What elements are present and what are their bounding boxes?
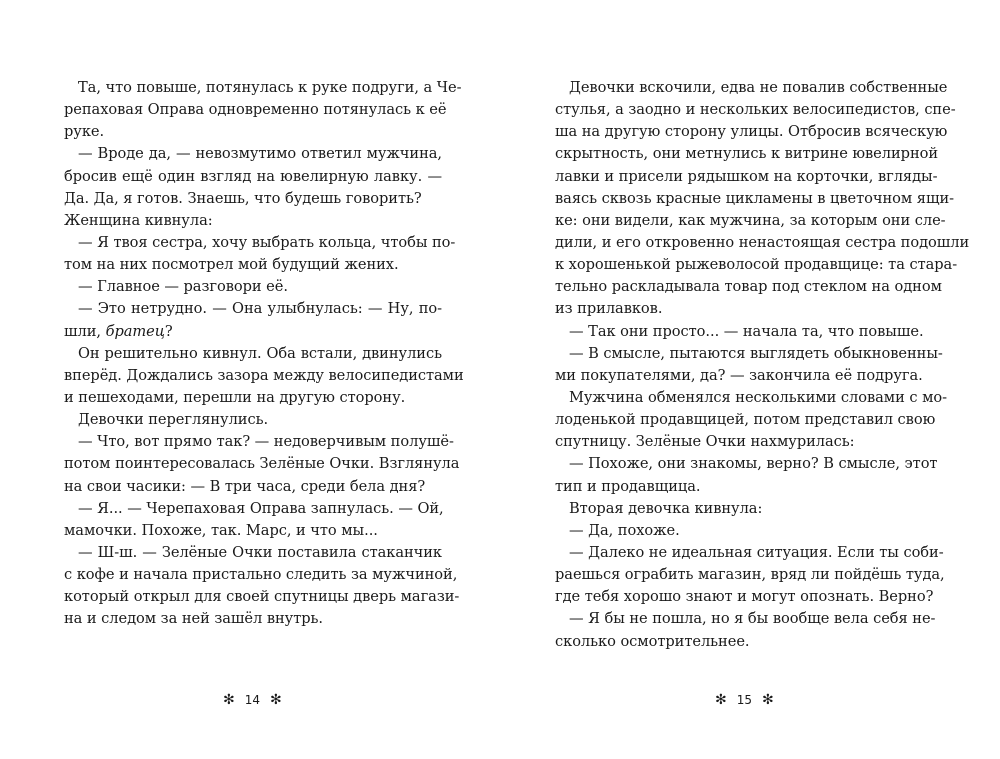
text-line <box>555 232 970 254</box>
text-line <box>64 77 462 99</box>
text-line <box>64 608 442 630</box>
text-line-content: мамочки. Похоже, так. Марс, и что мы... <box>64 521 378 539</box>
text-line-content: Женщина кивнула: <box>64 211 213 229</box>
text-line <box>555 409 936 431</box>
left-page-text <box>64 77 464 631</box>
text-line-content: спутницу. Зелёные Очки нахмурилась: <box>555 433 855 451</box>
text-line <box>555 453 938 475</box>
page-number: 15 <box>736 693 753 707</box>
text-line-content: дили, и его откровенно ненастоящая сестра подошли <box>555 233 970 251</box>
text-line <box>555 254 958 276</box>
text-line-content: вперёд. Дождались зазора между велосипедистами <box>64 366 464 384</box>
text-line-content: ваясь сквозь красные цикламены в цветочном ящи- <box>555 189 955 207</box>
text-line-content: раешься ограбить магазин, вряд ли пойдёшь туда, <box>555 566 945 584</box>
text-line-content: с кофе и начала пристально следить за мужчиной, <box>64 566 458 584</box>
text-line-content: Да. Да, я готов. Знаешь, что будешь говорить? <box>64 189 422 207</box>
text-line-content: — Я твоя сестра, хочу выбрать кольца, чтобы по- <box>78 233 456 251</box>
text-line-content: тельно раскладывала товар под стеклом на одном <box>555 278 942 296</box>
ornament-icon: ✻ <box>270 692 282 708</box>
text-line-content: — Далеко не идеальная ситуация. Если ты соби- <box>569 543 944 561</box>
text-line <box>64 188 442 210</box>
text-line-content: шли, <box>64 322 106 340</box>
text-line-content: Девочки вскочили, едва не повалив собственные <box>569 79 948 96</box>
text-line <box>64 564 458 586</box>
text-line <box>64 586 460 608</box>
text-line <box>64 520 442 542</box>
text-line-content: ша на другую сторону улицы. Отбросив всяческую <box>555 123 948 141</box>
text-line-content: потом поинтересовалась Зелёные Очки. Взглянула <box>64 455 460 473</box>
text-line-content: ке: они видели, как мужчина, за которым они сле- <box>555 211 946 229</box>
text-line <box>64 409 442 431</box>
text-line-content: стулья, а заодно и нескольких велосипедистов, спе- <box>555 101 956 119</box>
text-line-content: скрытность, они метнулись к витрине ювелирной <box>555 145 939 163</box>
text-line-content: Мужчина обменялся несколькими словами с мо- <box>569 388 948 406</box>
text-line-content: из прилавков. <box>555 300 663 318</box>
text-line <box>555 476 933 498</box>
text-line <box>555 77 948 99</box>
text-line <box>64 387 442 409</box>
text-line <box>64 476 442 498</box>
text-line <box>555 365 933 387</box>
text-line-content: лоденькой продавщицей, потом представил свою <box>555 411 936 429</box>
text-line-tail: ? <box>164 322 173 340</box>
text-line <box>555 564 945 586</box>
text-line <box>64 254 442 276</box>
text-line <box>64 143 442 165</box>
text-line-content: руке. <box>64 123 105 141</box>
text-line <box>64 498 442 520</box>
text-line <box>555 99 956 121</box>
text-line <box>555 542 944 564</box>
text-line-content: — Похоже, они знакомы, верно? В смысле, этот <box>569 455 938 473</box>
page-number: 14 <box>244 693 261 707</box>
text-line-content: репаховая Оправа одновременно потянулась к её <box>64 101 447 119</box>
text-line <box>64 276 442 298</box>
text-line-content: сколько осмотрительнее. <box>555 632 750 650</box>
text-line <box>555 387 948 409</box>
text-line-content: — Я... — Черепаховая Оправа запнулась. — Ой, <box>78 499 444 517</box>
text-line-content: — Что, вот прямо так? — недоверчивым полушё- <box>78 433 454 451</box>
text-line <box>64 542 442 564</box>
text-line <box>555 520 933 542</box>
text-line <box>555 631 933 653</box>
text-line-content: Девочки переглянулись. <box>78 411 269 429</box>
text-line <box>555 498 933 520</box>
text-line <box>64 210 442 232</box>
right-page-folio <box>715 690 774 710</box>
text-line-content: Он решительно кивнул. Оба встали, двинулись <box>78 344 442 362</box>
text-line-content: где тебя хорошо знают и могут опознать. Верно? <box>555 588 934 606</box>
text-line <box>555 431 933 453</box>
left-page-folio <box>223 690 282 710</box>
text-line <box>555 321 933 343</box>
text-line-content: и пешеходами, перешли на другую сторону. <box>64 388 406 406</box>
text-line-content: на свои часики: — В три часа, среди бела дня? <box>64 477 426 495</box>
text-line-content: — Это нетрудно. — Она улыбнулась: — Ну, по- <box>78 300 442 318</box>
text-line <box>64 343 442 365</box>
text-line <box>64 232 456 254</box>
text-line-content: Вторая девочка кивнула: <box>569 499 763 517</box>
text-line-content: лавки и присели рядышком на корточки, вгляды- <box>555 167 938 185</box>
text-line <box>555 608 936 630</box>
text-line-content: — Так они просто... — начала та, что повыше. <box>569 322 924 340</box>
text-line-content: — В смысле, пытаются выглядеть обыкновенны- <box>569 344 943 362</box>
ornament-icon: ✻ <box>715 692 727 708</box>
text-line <box>555 143 939 165</box>
right-page-text <box>555 77 970 653</box>
text-line <box>64 298 442 320</box>
ornament-icon: ✻ <box>762 692 774 708</box>
text-line-content: — Да, похоже. <box>569 521 680 539</box>
text-line <box>555 343 943 365</box>
text-line <box>555 210 946 232</box>
text-line-content: — Ш-ш. — Зелёные Очки поставила стаканчик <box>78 543 442 561</box>
text-line <box>64 431 454 453</box>
text-line-content: на и следом за ней зашёл внутрь. <box>64 610 324 628</box>
text-line <box>555 276 942 298</box>
text-line <box>555 298 933 320</box>
text-line-content: том на них посмотрел мой будущий жених. <box>64 256 399 274</box>
text-line-content: тип и продавщица. <box>555 477 701 495</box>
text-line <box>64 321 442 343</box>
text-line-content: бросив ещё один взгляд на ювелирную лавку. — <box>64 167 442 185</box>
text-line <box>64 365 464 387</box>
text-line <box>64 99 447 121</box>
text-line <box>64 453 460 475</box>
ornament-icon: ✻ <box>223 692 235 708</box>
text-line <box>555 121 948 143</box>
text-line-content: Та, что повыше, потянулась к руке подруги, а Че- <box>78 79 462 96</box>
text-line-content: к хорошенькой рыжеволосой продавщице: та старa- <box>555 256 958 274</box>
text-line <box>555 188 955 210</box>
text-line <box>555 166 938 188</box>
text-line-content: — Я бы не пошла, но я бы вообще вела себя не- <box>569 610 936 628</box>
text-line-content: — Главное — разговори её. <box>78 278 288 296</box>
text-line <box>64 166 442 188</box>
text-line-content: ми покупателями, да? — закончила её подруга. <box>555 366 923 384</box>
text-line <box>555 586 933 608</box>
right-page <box>500 0 1000 759</box>
italic-word: братец <box>105 322 165 340</box>
text-line <box>64 121 442 143</box>
text-line-content: который открыл для своей спутницы дверь магази- <box>64 588 460 606</box>
text-line-content: — Вроде да, — невозмутимо ответил мужчина, <box>78 145 442 163</box>
